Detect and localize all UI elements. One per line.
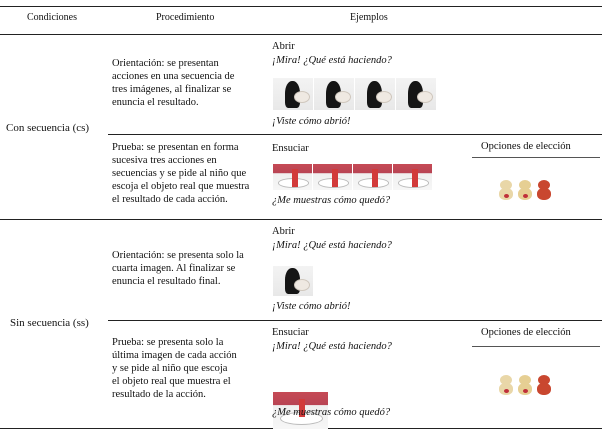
procedure-line: acciones en una secuencia de (112, 71, 235, 82)
ss-prueba-prompt: ¡Mira! ¿Qué está haciendo? (272, 341, 392, 352)
cs-orientacion-image-strip (273, 78, 436, 110)
ensuciar-frame-image (393, 164, 432, 190)
procedure-line: tres imágenes, al finalizar se (112, 84, 232, 95)
teddy-bear-icon (517, 375, 533, 395)
cs-orientacion-action: Abrir (272, 41, 295, 52)
teddy-bear-icon (536, 375, 552, 395)
condition-ss: Sin secuencia (ss) (10, 317, 89, 329)
ss-options-rule (472, 346, 600, 347)
procedure-line: resultado de la acción. (112, 389, 206, 400)
ss-orientacion-result: ¡Viste cómo abrió! (272, 301, 351, 312)
procedure-line: Orientación: se presenta solo la (112, 250, 244, 261)
cs-orientacion-prompt: ¡Mira! ¿Qué está haciendo? (272, 55, 392, 66)
ss-inner-rule (108, 320, 602, 321)
header-ejemplos: Ejemplos (350, 12, 388, 23)
procedure-line: Prueba: se presentan en forma (112, 142, 239, 153)
procedure-line: enuncia el resultado. (112, 97, 199, 108)
procedure-line: Orientación: se presentan (112, 58, 219, 69)
cs-options-image (498, 180, 552, 200)
ss-options-label: Opciones de elección (481, 327, 571, 338)
cs-orientacion-result: ¡Viste cómo abrió! (272, 116, 351, 127)
procedure-line: Prueba: se presenta solo la (112, 337, 224, 348)
cs-prueba-action: Ensuciar (272, 143, 309, 154)
procedure-line: sucesiva tres acciones en (112, 155, 217, 166)
ensuciar-frame-image (313, 164, 352, 190)
procedure-line: secuencias y se pide al niño que (112, 168, 247, 179)
cs-prueba-question: ¿Me muestras cómo quedó? (272, 195, 391, 206)
header-procedimiento: Procedimiento (156, 12, 215, 23)
abrir-frame-image (396, 78, 436, 110)
ss-prueba-procedure (112, 336, 237, 401)
procedure-line: última imagen de cada acción (112, 350, 237, 361)
teddy-bear-icon (498, 180, 514, 200)
procedure-line: el objeto real que muestra el (112, 376, 231, 387)
ss-prueba-action: Ensuciar (272, 327, 309, 338)
teddy-bear-icon (498, 375, 514, 395)
procedure-line: el resultado de cada acción. (112, 194, 228, 205)
teddy-bear-icon (517, 180, 533, 200)
ss-orientacion-prompt: ¡Mira! ¿Qué está haciendo? (272, 240, 392, 251)
header-condiciones: Condiciones (27, 12, 77, 23)
cs-inner-rule (108, 134, 602, 135)
ss-options-image (498, 375, 552, 395)
ss-abrir-image (273, 266, 313, 296)
ss-orientacion-action: Abrir (272, 226, 295, 237)
procedure-line: escoja el objeto real que muestra (112, 181, 250, 192)
teddy-bear-icon (536, 180, 552, 200)
procedure-line: cuarta imagen. Al finalizar se (112, 263, 236, 274)
procedure-line: enuncia el resultado final. (112, 276, 221, 287)
section-divider-rule (0, 219, 602, 220)
cs-prueba-procedure (112, 141, 249, 206)
cs-prueba-image-strip (273, 164, 432, 190)
cs-options-rule (472, 157, 600, 158)
cs-orientacion-procedure (112, 57, 234, 109)
ensuciar-frame-image (353, 164, 392, 190)
abrir-frame-image (314, 78, 354, 110)
ss-prueba-question: ¿Me muestras cómo quedó? (272, 407, 391, 418)
procedure-line: y se pide al niño que escoja (112, 363, 228, 374)
ensuciar-frame-image (273, 164, 312, 190)
table-top-rule (0, 6, 602, 7)
ss-orientacion-procedure (112, 249, 244, 288)
abrir-frame-image (355, 78, 395, 110)
header-bottom-rule (0, 34, 602, 35)
abrir-frame-image (273, 78, 313, 110)
cs-options-label: Opciones de elección (481, 141, 571, 152)
condition-cs: Con secuencia (cs) (6, 122, 90, 134)
